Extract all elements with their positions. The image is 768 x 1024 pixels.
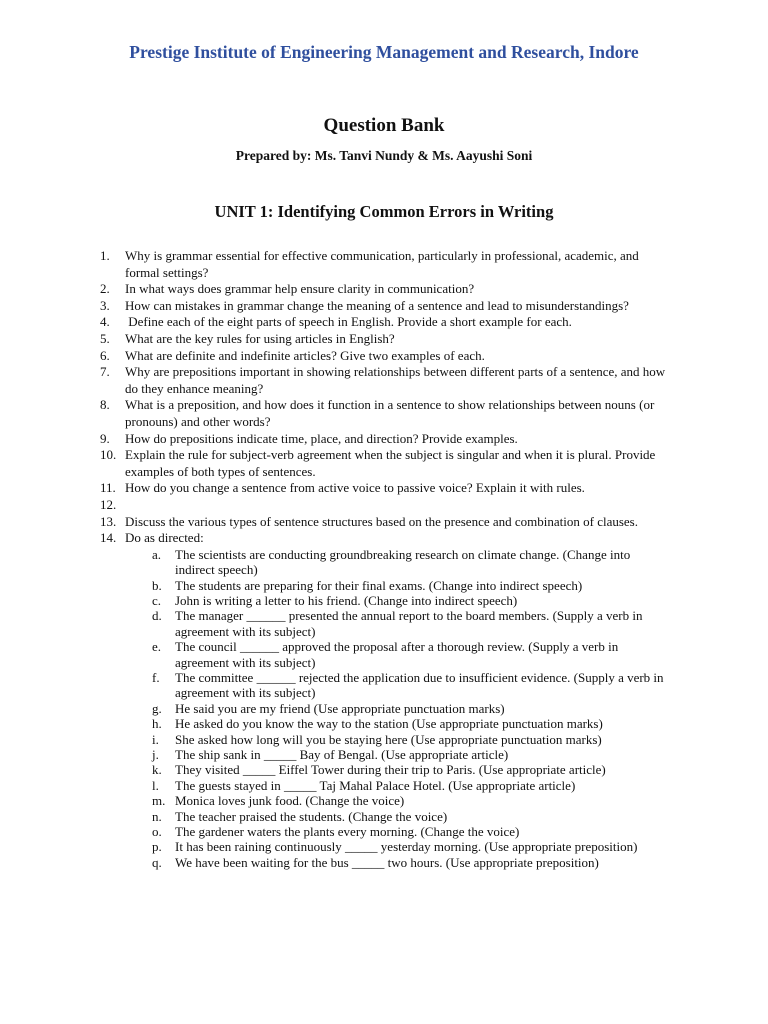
sub-question-text: The students are preparing for their final exams. (Change into indirect speech) [175, 577, 583, 593]
question-text: How do you change a sentence from active voice to passive voice? Explain it with rules. [125, 480, 585, 496]
sub-question-letter: b. [152, 577, 162, 593]
sub-question-item [125, 732, 667, 747]
institute-name: Prestige Institute of Engineering Management and Research, Indore [129, 42, 639, 62]
sub-question-item [125, 778, 667, 793]
question-text: Why is grammar essential for effective communication, particularly in professional, academic, and formal settings? [125, 248, 639, 280]
sub-question-text: Monica loves junk food. (Change the voice) [175, 793, 405, 809]
sub-question-item [125, 824, 667, 839]
sub-question-letter: l. [152, 777, 159, 793]
sub-question-text: The manager ______ presented the annual report to the board members. (Supply a verb in agreement with its subject) [175, 608, 643, 639]
question-number: 4. [100, 314, 110, 330]
question-number: 10. [100, 447, 117, 463]
sub-question-item [125, 701, 667, 716]
question-text: Discuss the various types of sentence structures based on the presence and combination of clauses. [125, 513, 638, 529]
question-number: 5. [100, 330, 110, 346]
sub-question-letter: d. [152, 608, 162, 624]
sub-question-letter: n. [152, 808, 162, 824]
sub-question-item [125, 855, 667, 870]
question-item [0, 298, 667, 315]
question-text: Explain the rule for subject-verb agreement when the subject is singular and when it is plural. Provide examples of both types of sentences. [125, 447, 656, 479]
sub-question-text: He said you are my friend (Use appropriate punctuation marks) [175, 700, 505, 716]
sub-question-item [125, 670, 667, 701]
question-item [0, 530, 667, 870]
sub-question-item [125, 578, 667, 593]
sub-question-list [125, 547, 667, 871]
question-text: In what ways does grammar help ensure clarity in communication? [125, 281, 475, 297]
question-text: What is a preposition, and how does it function in a sentence to show relationships between nouns (or pronouns) and other words? [125, 397, 655, 429]
sub-question-item [125, 747, 667, 762]
question-text: Why are prepositions important in showing relationships between different parts of a sentence, and how do they enhance meaning? [125, 364, 666, 396]
sub-question-text: The teacher praised the students. (Change the voice) [175, 808, 448, 824]
question-text: Define each of the eight parts of speech in English. Provide a short example for each. [125, 314, 572, 330]
question-item [0, 397, 667, 430]
question-number: 2. [100, 281, 110, 297]
sub-question-text: The scientists are conducting groundbreaking research on climate change. (Change into indirect speech) [175, 546, 631, 578]
page-title: Question Bank [323, 115, 445, 136]
sub-question-item [125, 547, 667, 578]
question-number: 1. [100, 248, 110, 263]
sub-question-text: It has been raining continuously _____ yesterday morning. (Use appropriate preposition) [175, 839, 638, 855]
sub-question-item [125, 839, 667, 854]
sub-question-text: They visited _____ Eiffel Tower during their trip to Paris. (Use appropriate article) [175, 762, 606, 778]
question-text: What are definite and indefinite articles? Give two examples of each. [125, 347, 485, 363]
question-item [0, 514, 667, 531]
sub-question-letter: m. [152, 793, 166, 809]
question-number: 14. [100, 530, 117, 546]
question-list [0, 248, 768, 870]
sub-question-item [125, 639, 667, 670]
sub-question-item [125, 716, 667, 731]
question-item [0, 281, 667, 298]
question-number: 13. [100, 513, 117, 529]
question-number: 12. [100, 496, 117, 512]
sub-question-letter: f. [152, 669, 160, 685]
question-item [0, 348, 667, 365]
question-item [0, 497, 667, 514]
prepared-by: Prepared by: Ms. Tanvi Nundy & Ms. Aayushi Soni [235, 148, 533, 163]
question-number: 7. [100, 364, 110, 380]
sub-question-item [125, 762, 667, 777]
question-item [0, 480, 667, 497]
sub-question-item [125, 608, 667, 639]
sub-question-letter: j. [152, 746, 159, 762]
sub-question-text: He asked do you know the way to the station (Use appropriate punctuation marks) [175, 716, 603, 732]
sub-question-item [125, 593, 667, 608]
question-item [0, 364, 667, 397]
question-item [0, 431, 667, 448]
sub-question-item [125, 793, 667, 808]
sub-question-text: The council ______ approved the proposal after a thorough review. (Supply a verb in agreement with its subject) [175, 639, 619, 670]
sub-question-letter: i. [152, 731, 159, 747]
question-number: 6. [100, 347, 110, 363]
question-item [0, 314, 667, 331]
sub-question-letter: p. [152, 839, 162, 855]
question-item [0, 331, 667, 348]
sub-question-letter: k. [152, 762, 162, 778]
sub-question-letter: c. [152, 592, 162, 608]
sub-question-letter: g. [152, 700, 162, 716]
sub-question-letter: e. [152, 639, 162, 655]
unit-heading: UNIT 1: Identifying Common Errors in Writing [214, 202, 554, 221]
sub-question-letter: o. [152, 824, 162, 839]
sub-question-letter: a. [152, 546, 162, 562]
question-text: How can mistakes in grammar change the meaning of a sentence and lead to misunderstandings? [125, 297, 629, 313]
question-text: What are the key rules for using articles in English? [125, 330, 395, 346]
question-number: 3. [100, 297, 110, 313]
question-number: 8. [100, 397, 110, 413]
sub-question-text: The committee ______ rejected the application due to insufficient evidence. (Supply a verb in agreement with its subject) [175, 669, 664, 701]
sub-question-text: John is writing a letter to his friend. (Change into indirect speech) [175, 592, 518, 608]
sub-question-letter: q. [152, 854, 162, 870]
question-text: How do prepositions indicate time, place, and direction? Provide examples. [125, 430, 518, 446]
question-text: Do as directed: [125, 530, 204, 546]
sub-question-letter: h. [152, 716, 162, 732]
question-number: 11. [100, 480, 116, 496]
sub-question-text: The guests stayed in _____ Taj Mahal Palace Hotel. (Use appropriate article) [175, 777, 576, 793]
question-item [0, 447, 667, 480]
sub-question-text: We have been waiting for the bus _____ two hours. (Use appropriate preposition) [175, 854, 599, 870]
question-item [0, 248, 667, 281]
sub-question-text: The gardener waters the plants every morning. (Change the voice) [175, 824, 520, 839]
sub-question-text: She asked how long will you be staying here (Use appropriate punctuation marks) [175, 731, 602, 747]
sub-question-text: The ship sank in _____ Bay of Bengal. (Use appropriate article) [175, 746, 509, 762]
question-number: 9. [100, 430, 110, 446]
sub-question-item [125, 809, 667, 824]
